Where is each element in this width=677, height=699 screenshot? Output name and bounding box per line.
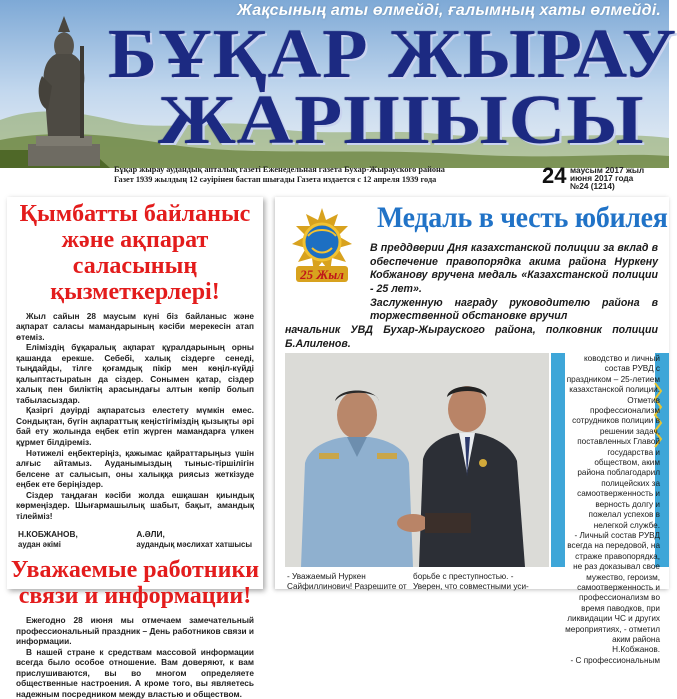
newspaper-title-line-2: ЖАРШЫСЫ — [158, 82, 645, 159]
signature-name: А.ӘЛИ, — [136, 529, 165, 540]
issue-date-ru: июня 2017 года — [570, 173, 634, 183]
kz-greeting-heading: Қымбатты байланыс және ақпарат саласының қызметкерлері! — [19, 201, 251, 305]
side-paragraph: - С профессиональным — [570, 655, 660, 665]
kz-paragraph: Еліміздің бұқаралық ақпарат құралдарының орны қашанда ерекше. Себебі, халық сіздерге сенеді, тыңдайды, тілге қоғамдық пікір мен көңіл-күйді қалыптастырatын да сіздер. Сонымен қатар, сіздер халық пен билiктiң арасындағы алтын көпір болып табыласыздар. — [16, 342, 254, 405]
award-ceremony-photo — [285, 353, 549, 567]
lead-paragraph: начальник УВД Бухар-Жырауского района, полковник полиции Б.Алиленов. — [285, 323, 658, 350]
ru-paragraph: В нашей стране к средствам массовой информации всегда было особое отношение. Вам доверяют, к вам прислушиваются, вы во многом определяете общественные настроения. А кроме того, вы являетесь надежным посредником между властью и обществом. — [16, 646, 254, 699]
kz-paragraph: Жыл сайын 28 маусым күні біз байланыс және ақпарат саласы мамандарының кәсіби мерекесін атап өтеміз. — [16, 310, 254, 342]
ru-greeting-body — [7, 615, 263, 699]
masthead-tagline: Жақсының аты өлмейді, ғалымның хаты өлмейді. — [237, 2, 661, 19]
newspaper-title-line-1: БҰҚАР ЖЫРАУ — [108, 16, 677, 93]
masthead-info-bar — [0, 163, 669, 191]
lead-paragraph: Заслуженную награду руководителю района в торжественной обстановке вручил — [370, 296, 658, 323]
ru-paragraph: Ежегодно 28 июня мы отмечаем замечательный профессиональный праздник – День работников связи и информации. — [16, 614, 254, 647]
kz-paragraph: Қазіргі дәуірді ақпаратсыз елестету мүмкін емес. Сондықтан, бүгін ақпараттық кеңістігіміздің қызықты әрі бай ету жолында еңбек етіп жүрген мамандарға үлкен құрмет білдіреміз. — [16, 405, 254, 447]
signature-maslikhat — [136, 529, 252, 550]
issue-number: №24 (1214) — [570, 181, 615, 191]
side-paragraph: ководство и личный состав РУВД с праздником – 25-летием казахстанской полиции. Отметив профессионализм сотрудников полиции в решении задач, поставленных Главой государства и обществом, аким района поблагодарил полицейских за самоотверженность и верность долгу и пожелал успехов в нелегкой службе. — [566, 354, 660, 530]
signature-name: Н.КОБЖАНОВ, — [18, 529, 78, 540]
signature-role: аудандық мәслихат хатшысы — [136, 540, 252, 550]
article-side-text — [565, 354, 660, 666]
kz-paragraph: Сіздер таңдаған кәсіби жолда ешқашан қиындық көрмеңіздер. Шығармашылық шабыт, бақыт, амандық тілеймiз! — [16, 489, 254, 521]
article-lead — [285, 242, 658, 351]
side-paragraph: - Личный состав РУВД всегда на передовой, на страже правопорядка, не раз доказывал свое мужество, героизм, самоотверженность и профессионализм во время паводков, при ликвидации ЧС и других мероприятиях, - отметил аким района Н.Кобжанов. — [565, 530, 660, 655]
lead-paragraph: В преддверии Дня казахстанской полиции за вклад в обеспечение правопорядка акима района Нуркену Кобжанову вручена медаль «Казахстанской полиции - 25 лет». — [370, 242, 658, 295]
ru-greeting-heading: Уважаемые работники связи и информации! — [10, 557, 260, 610]
emblem-label: 25 Жыл — [300, 267, 344, 282]
statue-illustration — [18, 6, 110, 166]
signature-akim — [18, 529, 78, 550]
signature-role: аудан әкімі — [18, 540, 61, 550]
article-body-column-1: - Уважаемый Нуркен Сайфиллинович! Разрешите от — [287, 572, 407, 592]
signatures — [7, 529, 263, 550]
medal-article — [275, 197, 669, 665]
publication-info-line-2: Газет 1939 жылдың 12 сәуірінен бастап шығады Газета издается с 12 апреля 1939 года — [114, 175, 437, 184]
issue-date-kz: маусым 2017 жыл — [570, 165, 645, 175]
kz-paragraph: Нәтижелі еңбектеріңіз, қажымас қайраттарыңыз үшін алғыс айтамыз. Ауданымыздың тыныс-тіршілігін белсене ат салысып, оны халыққа риясыз жеткізуде еңбек ете беріңіздер. — [16, 447, 254, 490]
masthead — [0, 0, 677, 191]
publication-info-line-1: Бұқар жырау аудандық апталық газеті Еженедельная газета Бухар-Жырауского района — [114, 165, 445, 174]
kz-greeting-body — [7, 311, 263, 522]
issue-day: 24 — [542, 163, 567, 188]
article-body-column-2: борьбе с преступностью. - Уверен, что совместными уси- — [413, 572, 529, 592]
greeting-article — [7, 197, 263, 699]
article-title: Медаль в честь юбилея — [377, 201, 668, 234]
